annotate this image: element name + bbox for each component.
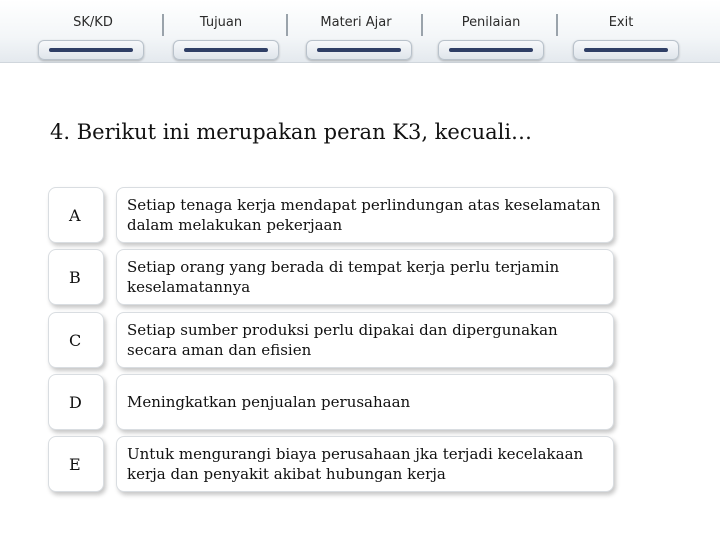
- nav-label-penilaian: Penilaian: [461, 15, 521, 30]
- option-e-letter-button[interactable]: E: [48, 436, 104, 492]
- option-c-letter-button[interactable]: C: [48, 312, 104, 368]
- nav-separator: [286, 14, 288, 36]
- nav-label-exit: Exit: [608, 15, 634, 30]
- nav-label-tujuan: Tujuan: [199, 15, 243, 30]
- nav-pill-bar: [449, 48, 533, 52]
- nav-button-tujuan[interactable]: [173, 40, 279, 60]
- nav-pill-bar: [584, 48, 668, 52]
- option-b-letter-button[interactable]: B: [48, 249, 104, 305]
- option-b-text-button[interactable]: Setiap orang yang berada di tempat kerja perlu terjamin keselamatannya: [116, 249, 614, 305]
- option-a-letter-button[interactable]: A: [48, 187, 104, 243]
- nav-separator: [421, 14, 423, 36]
- nav-separator: [162, 14, 164, 36]
- top-navigation-bar: [0, 0, 720, 63]
- nav-label-materi-ajar: Materi Ajar: [320, 15, 392, 30]
- nav-label-sk-kd: SK/KD: [73, 15, 113, 30]
- option-d-text-button[interactable]: Meningkatkan penjualan perusahaan: [116, 374, 614, 430]
- nav-separator: [556, 14, 558, 36]
- nav-pill-bar: [49, 48, 133, 52]
- nav-button-penilaian[interactable]: [438, 40, 544, 60]
- nav-button-exit[interactable]: [573, 40, 679, 60]
- nav-pill-bar: [184, 48, 268, 52]
- nav-button-sk-kd[interactable]: [38, 40, 144, 60]
- option-a-text-button[interactable]: Setiap tenaga kerja mendapat perlindungan atas keselamatan dalam melakukan pekerjaan: [116, 187, 614, 243]
- nav-button-materi-ajar[interactable]: [306, 40, 412, 60]
- question-text: 4. Berikut ini merupakan peran K3, kecuali…: [50, 120, 533, 144]
- option-c-text-button[interactable]: Setiap sumber produksi perlu dipakai dan dipergunakan secara aman dan efisien: [116, 312, 614, 368]
- option-e-text-button[interactable]: Untuk mengurangi biaya perusahaan jka terjadi kecelakaan kerja dan penyakit akibat hubungan kerja: [116, 436, 614, 492]
- option-d-letter-button[interactable]: D: [48, 374, 104, 430]
- nav-pill-bar: [317, 48, 401, 52]
